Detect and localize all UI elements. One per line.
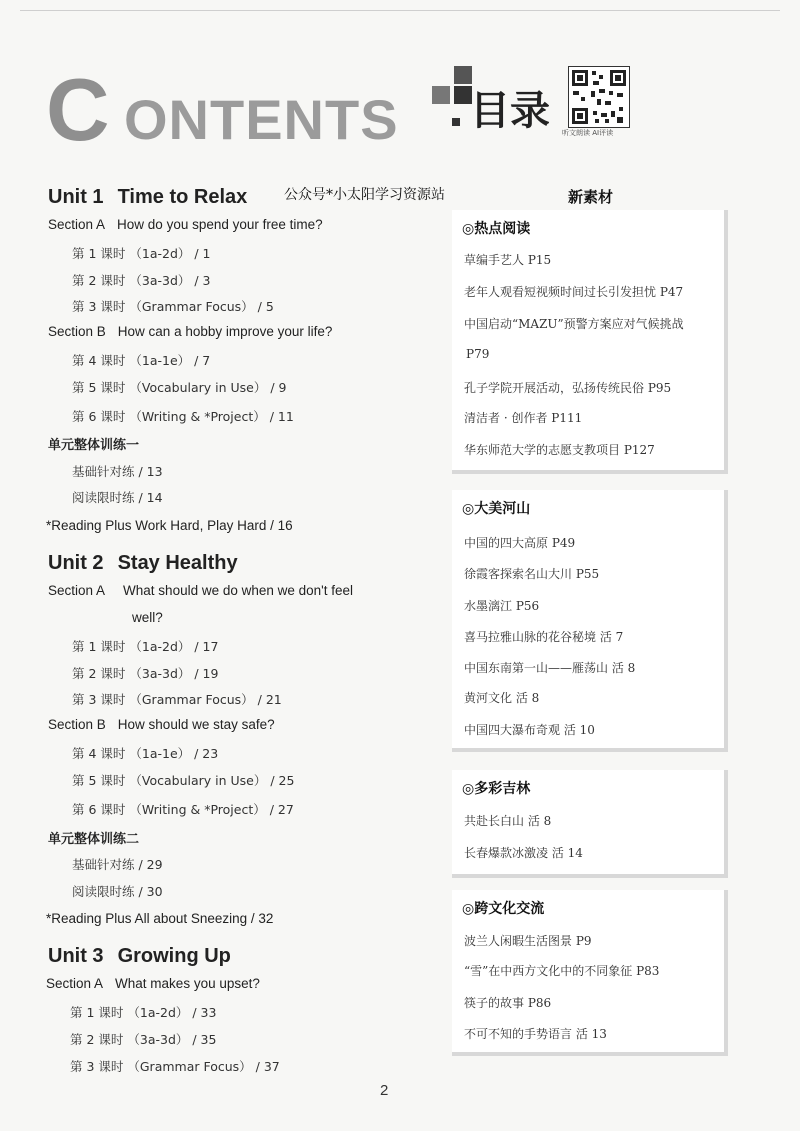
qr-code-icon[interactable] — [568, 66, 630, 128]
unit-number: Unit 1 — [48, 186, 104, 208]
materials-box-cross-culture — [452, 890, 728, 1056]
section-title: How do you spend your free time? — [117, 217, 323, 232]
section-title: What should we do when we don't feel — [123, 583, 354, 598]
training-item[interactable]: 基础针对练 / 13 — [72, 464, 163, 479]
section-label: Section A — [46, 976, 104, 991]
material-item[interactable]: 波兰人闲暇生活图景 P9 — [464, 934, 592, 948]
section-title: How can a hobby improve your life? — [117, 324, 333, 339]
material-item[interactable]: 水墨漓江 P56 — [464, 599, 540, 613]
decor-square — [454, 66, 472, 84]
unit-number: Unit 2 — [48, 552, 104, 574]
section-a[interactable] — [46, 976, 260, 991]
section-label: Section A — [48, 217, 106, 232]
training-item[interactable]: 阅读限时练 / 14 — [72, 490, 163, 505]
section-label: Section B — [48, 324, 106, 339]
material-item[interactable]: 华东师范大学的志愿支教项目 P127 — [464, 443, 655, 457]
material-item-page[interactable]: P79 — [466, 347, 490, 361]
box-title: ◎多彩吉林 — [462, 781, 531, 797]
lesson-item[interactable]: 第 6 课时 （Writing & *Project） / 11 — [72, 409, 294, 424]
materials-box-hot-reading — [452, 210, 728, 474]
unit-number: Unit 3 — [48, 945, 104, 967]
section-title-cont: well? — [132, 610, 163, 625]
material-item[interactable]: 中国的四大高原 P49 — [464, 536, 576, 550]
qr-caption: 听文朗读 AI评读 — [562, 129, 614, 137]
lesson-item[interactable]: 第 1 课时 （1a-2d） / 1 — [72, 246, 211, 261]
section-a[interactable] — [48, 583, 353, 598]
material-item[interactable]: 中国四大瀑布奇观 活 10 — [464, 723, 595, 737]
unit-name: Time to Relax — [117, 186, 248, 208]
material-item[interactable]: 中国东南第一山——雁荡山 活 8 — [464, 661, 636, 675]
section-label: Section A — [48, 583, 106, 598]
material-item[interactable]: 不可不知的手势语言 活 13 — [464, 1027, 607, 1041]
lesson-item[interactable]: 第 2 课时 （3a-3d） / 3 — [72, 273, 211, 288]
section-b[interactable] — [48, 717, 275, 732]
contents-title: ONTENTS — [124, 88, 399, 151]
material-item[interactable]: 徐霞客探索名山大川 P55 — [464, 567, 600, 581]
lesson-item[interactable]: 第 3 课时 （Grammar Focus） / 5 — [72, 299, 274, 314]
panel-title: 新素材 — [568, 188, 614, 206]
lesson-item[interactable]: 第 4 课时 （1a-1e） / 23 — [72, 746, 219, 761]
box-title: ◎热点阅读 — [462, 221, 531, 237]
lesson-item[interactable]: 第 2 课时 （3a-3d） / 19 — [72, 666, 219, 681]
unit-training-heading[interactable]: 单元整体训练二 — [48, 832, 140, 847]
lesson-item[interactable]: 第 2 课时 （3a-3d） / 35 — [70, 1032, 217, 1047]
decor-dot — [452, 118, 460, 126]
contents-title-cn: 目录 — [470, 88, 550, 134]
material-item[interactable]: 孔子学院开展活动，弘扬传统民俗 P95 — [464, 381, 672, 395]
section-title: What makes you upset? — [115, 976, 260, 991]
section-b[interactable] — [48, 324, 332, 339]
unit-heading — [48, 552, 238, 575]
section-title: How should we stay safe? — [117, 717, 275, 732]
lesson-item[interactable]: 第 1 课时 （1a-2d） / 17 — [72, 639, 219, 654]
box-title: ◎跨文化交流 — [462, 901, 545, 917]
materials-box-landscapes — [452, 490, 728, 752]
material-item[interactable]: 黄河文化 活 8 — [464, 691, 540, 705]
unit-heading — [48, 186, 247, 209]
lesson-item[interactable]: 第 5 课时 （Vocabulary in Use） / 25 — [72, 773, 295, 788]
material-item[interactable]: 共赴长白山 活 8 — [464, 814, 552, 828]
material-item[interactable]: “雪”在中西方文化中的不同象征 P83 — [464, 964, 660, 978]
unit-name: Growing Up — [117, 945, 231, 967]
unit-heading — [48, 945, 231, 968]
lesson-item[interactable]: 第 4 课时 （1a-1e） / 7 — [72, 353, 211, 368]
decor-square — [432, 86, 450, 104]
material-item[interactable]: 喜马拉雅山脉的花谷秘境 活 7 — [464, 630, 624, 644]
reading-plus[interactable]: *Reading Plus All about Sneezing / 32 — [46, 911, 274, 926]
lesson-item[interactable]: 第 6 课时 （Writing & *Project） / 27 — [72, 802, 294, 817]
material-item[interactable]: 老年人观看短视频时间过长引发担忧 P47 — [464, 285, 684, 299]
lesson-item[interactable]: 第 1 课时 （1a-2d） / 33 — [70, 1005, 217, 1020]
lesson-item[interactable]: 第 3 课时 （Grammar Focus） / 21 — [72, 692, 282, 707]
training-item[interactable]: 阅读限时练 / 30 — [72, 884, 163, 899]
unit-name: Stay Healthy — [117, 552, 238, 574]
top-rule — [20, 10, 780, 11]
watermark-text: 公众号*小太阳学习资源站 — [284, 187, 445, 203]
contents-title-initial: C — [46, 60, 110, 159]
material-item[interactable]: 草编手艺人 P15 — [464, 253, 552, 267]
material-item[interactable]: 筷子的故事 P86 — [464, 996, 552, 1010]
material-item[interactable]: 长春爆款冰激凌 活 14 — [464, 846, 583, 860]
material-item[interactable]: 中国启动“MAZU”预警方案应对气候挑战 — [464, 317, 684, 331]
page-number: 2 — [380, 1082, 389, 1099]
training-item[interactable]: 基础针对练 / 29 — [72, 857, 163, 872]
unit-training-heading[interactable]: 单元整体训练一 — [48, 438, 140, 453]
lesson-item[interactable]: 第 5 课时 （Vocabulary in Use） / 9 — [72, 380, 287, 395]
section-label: Section B — [48, 717, 106, 732]
section-a[interactable] — [48, 217, 323, 232]
materials-box-jilin — [452, 770, 728, 878]
material-item[interactable]: 清洁者 · 创作者 P111 — [464, 411, 583, 425]
box-title: ◎大美河山 — [462, 501, 531, 517]
lesson-item[interactable]: 第 3 课时 （Grammar Focus） / 37 — [70, 1059, 280, 1074]
reading-plus[interactable]: *Reading Plus Work Hard, Play Hard / 16 — [46, 518, 293, 533]
